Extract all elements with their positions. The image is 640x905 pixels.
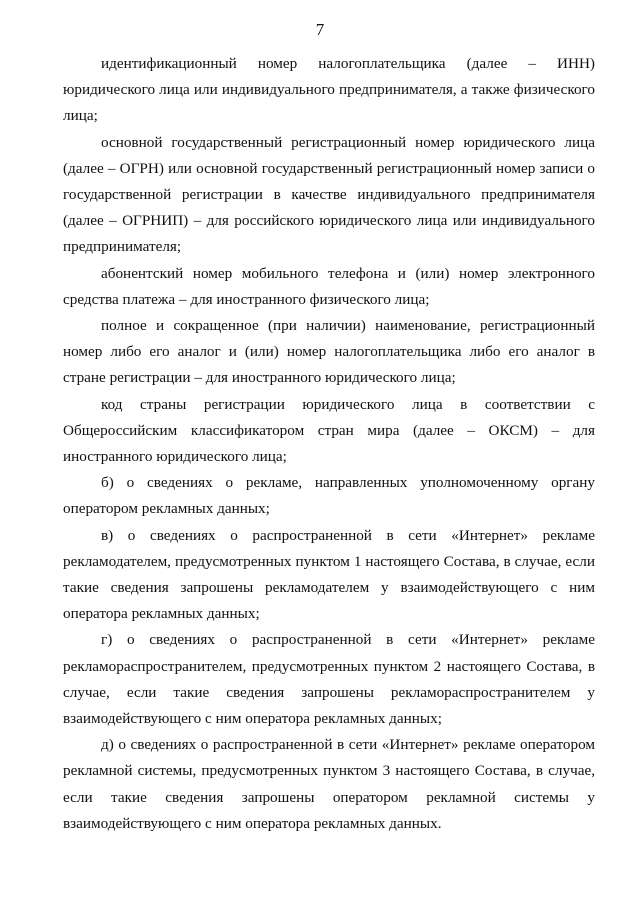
paragraph: полное и сокращенное (при наличии) наименование, регистрационный номер либо его аналог и (или) номер налогоплательщика либо его аналог в стране регистрации – для иностранного юридического лица; — [63, 317, 595, 387]
page-number: 7 — [315, 20, 325, 39]
paragraph: д) о сведениях о распространенной в сети «Интернет» рекламе оператором рекламной системы, предусмотренных пунктом 3 настоящего Состава, в случае, если такие сведения запрошены оператором рекламной системы у взаимодействующего с ним оператора рекламных данных. — [63, 736, 595, 832]
paragraph: код страны регистрации юридического лица в соответствии с Общероссийским классификатором стран мира (далее – ОКСМ) – для иностранного юридического лица; — [63, 395, 595, 466]
document-body — [63, 51, 595, 837]
paragraph: абонентский номер мобильного телефона и (или) номер электронного средства платежа – для иностранного физического лица; — [63, 264, 595, 308]
paragraph: идентификационный номер налогоплательщика (далее – ИНН) юридического лица или индивидуального предпринимателя, а также физического лица; — [63, 55, 595, 125]
paragraph: в) о сведениях о распространенной в сети «Интернет» рекламе рекламодателем, предусмотренных пунктом 1 настоящего Состава, в случае, если такие сведения запрошены рекламодателем у взаимодействующего с ним оператора рекламных данных; — [63, 526, 595, 623]
paragraph: б) о сведениях о рекламе, направленных уполномоченному органу оператором рекламных данных; — [63, 474, 595, 518]
paragraph: г) о сведениях о распространенной в сети «Интернет» рекламе рекламораспространителем, предусмотренных пунктом 2 настоящего Состава, в случае, если такие сведения запрошены рекламораспространителем у взаимодействующего с ним оператора рекламных данных; — [63, 631, 595, 728]
paragraph: основной государственный регистрационный номер юридического лица (далее – ОГРН) или основной государственный регистрационный номер записи о государственной регистрации в качестве индивидуального предпринимателя (далее – ОГРНИП) – для российского юридического лица или индивидуального предпринимателя; — [63, 133, 595, 256]
